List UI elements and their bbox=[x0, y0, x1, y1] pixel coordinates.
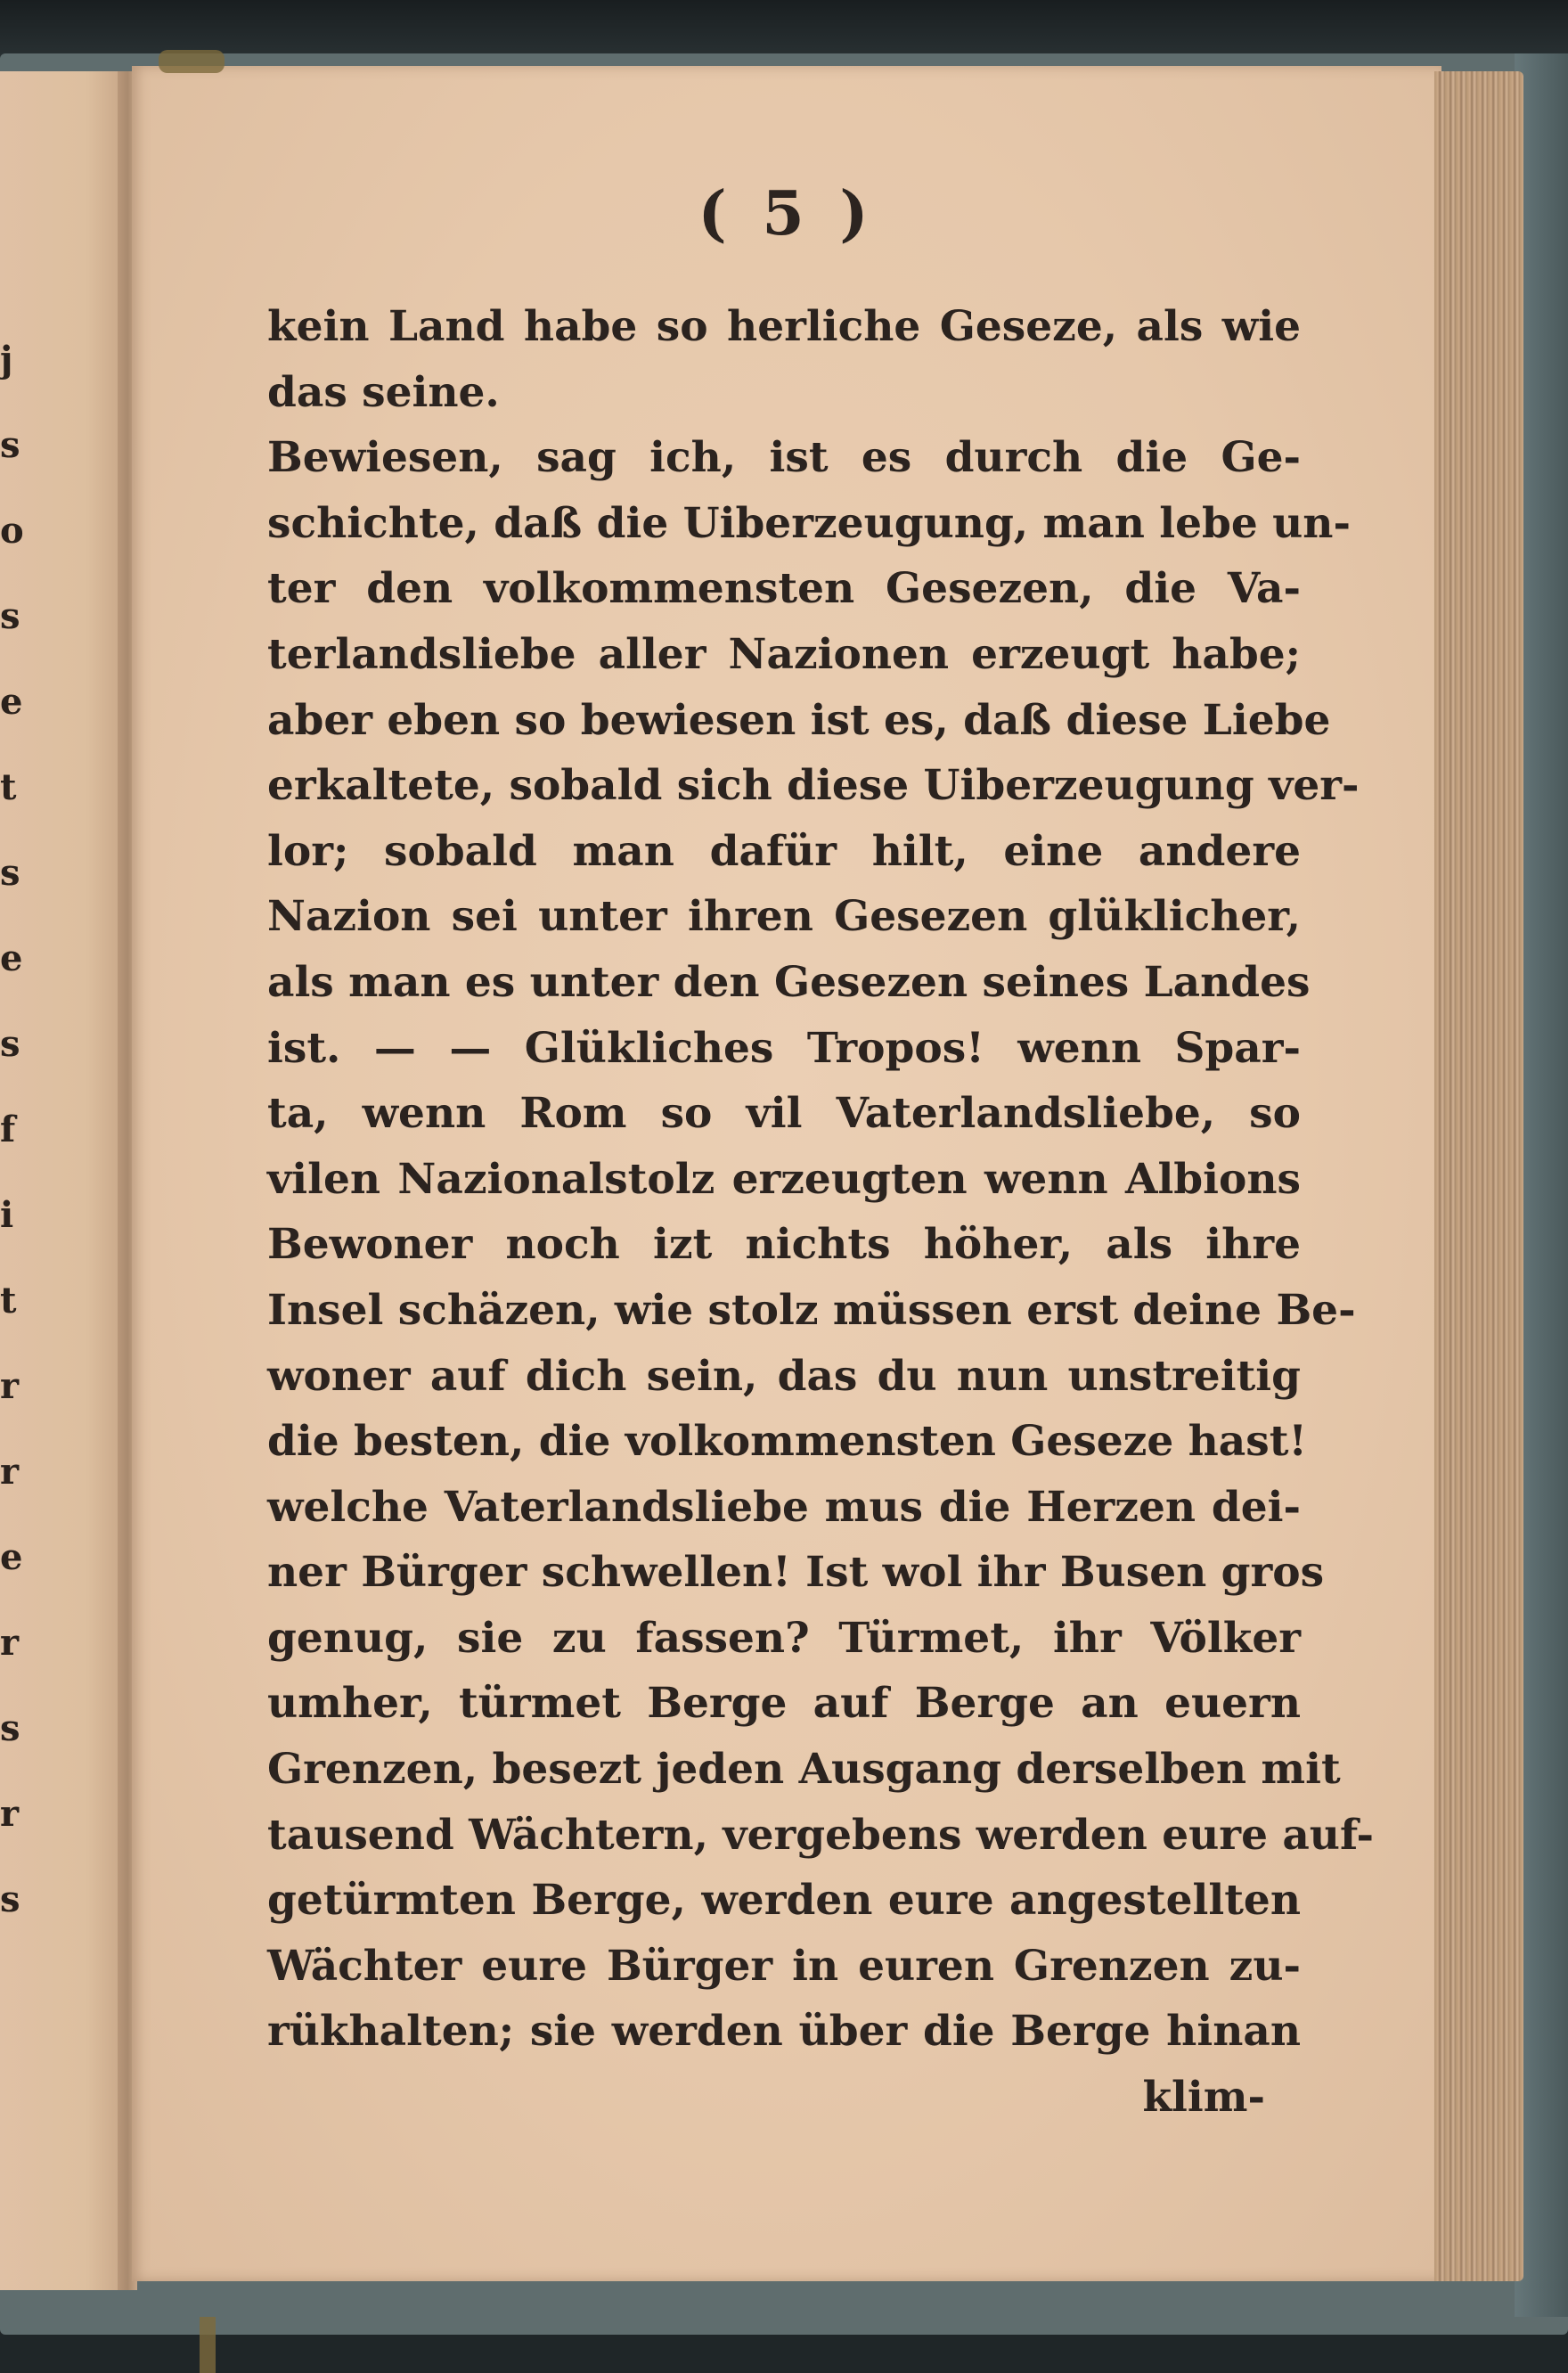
text-line: die besten, die volkommensten Geseze hast! bbox=[267, 1417, 1308, 1467]
text-line: terlandsliebe aller Nazionen erzeugt habe; bbox=[267, 629, 1301, 679]
left-page-fragment: s bbox=[0, 1023, 20, 1065]
page-text bbox=[267, 294, 1375, 2131]
left-page-fragment: s bbox=[0, 424, 20, 466]
text-line: Bewoner noch izt nichts höher, als ihre bbox=[267, 1220, 1301, 1270]
text-line: Wächter eure Bürger in euren Grenzen zu- bbox=[267, 1941, 1301, 1991]
left-page-fragment: e bbox=[0, 681, 23, 723]
text-line: woner auf dich sein, das du nun unstreitig bbox=[267, 1351, 1301, 1401]
text-line: schichte, daß die Uiberzeugung, man lebe un- bbox=[267, 498, 1351, 548]
bookmark-thread-bottom bbox=[200, 2317, 216, 2373]
text-line: welche Vaterlandsliebe mus die Herzen dei- bbox=[267, 1482, 1301, 1532]
text-line: getürmten Berge, werden eure angestellten bbox=[267, 1876, 1301, 1926]
text-line: Insel schäzen, wie stolz müssen erst deine Be- bbox=[267, 1285, 1356, 1335]
text-line: rükhalten; sie werden über die Berge hinan bbox=[267, 2007, 1301, 2057]
text-line: ter den volkommensten Gesezen, die Va- bbox=[267, 564, 1301, 614]
left-page-fragment: t bbox=[0, 1280, 17, 1322]
left-page-fragment: s bbox=[0, 595, 20, 637]
left-page-fragment: r bbox=[0, 1793, 20, 1835]
text-line: aber eben so bewiesen ist es, daß diese Liebe bbox=[267, 695, 1331, 745]
text-line: als man es unter den Gesezen seines Landes bbox=[267, 957, 1311, 1007]
left-page-fragment: r bbox=[0, 1622, 20, 1664]
left-page-fragment: t bbox=[0, 766, 17, 808]
text-line: kein Land habe so herliche Geseze, als wie bbox=[267, 302, 1301, 351]
left-page-fragment: i bbox=[0, 1194, 14, 1236]
text-line: Bewiesen, sag ich, ist es durch die Ge- bbox=[267, 433, 1301, 483]
left-page-fragment: j bbox=[0, 339, 13, 380]
bookmark-thread-top bbox=[159, 50, 225, 73]
text-line: vilen Nazionalstolz erzeugten wenn Albions bbox=[267, 1154, 1301, 1204]
text-line: genug, sie zu fassen? Türmet, ihr Völker bbox=[267, 1613, 1301, 1663]
left-page-fragment: r bbox=[0, 1451, 20, 1493]
page-edges bbox=[1434, 71, 1523, 2281]
text-line: erkaltete, sobald sich diese Uiberzeugung ver- bbox=[267, 761, 1360, 811]
text-line: umher, türmet Berge auf Berge an euern bbox=[267, 1679, 1301, 1729]
text-line: ist. — — Glükliches Tropos! wenn Spar- bbox=[267, 1023, 1301, 1073]
left-page-fragment: o bbox=[0, 510, 24, 552]
left-page-fragment: e bbox=[0, 1536, 23, 1578]
left-page-fragment: f bbox=[0, 1109, 16, 1150]
text-line: tausend Wächtern, vergebens werden eure auf- bbox=[267, 1810, 1375, 1860]
text-line: das seine. bbox=[267, 367, 500, 417]
text-line: ta, wenn Rom so vil Vaterlandsliebe, so bbox=[267, 1089, 1301, 1139]
text-line: lor; sobald man dafür hilt, eine andere bbox=[267, 826, 1301, 876]
text-line: Grenzen, besezt jeden Ausgang derselben mit bbox=[267, 1745, 1341, 1795]
catchword: klim- bbox=[1142, 2073, 1265, 2123]
left-page-fragment: s bbox=[0, 852, 20, 894]
page-number: ( 5 ) bbox=[698, 178, 876, 250]
left-page-fragment: s bbox=[0, 1707, 20, 1749]
left-facing-page bbox=[0, 71, 123, 2290]
text-line: ner Bürger schwellen! Ist wol ihr Busen gros bbox=[267, 1548, 1325, 1598]
left-page-fragment: r bbox=[0, 1365, 20, 1407]
text-line: Nazion sei unter ihren Gesezen glüklicher, bbox=[267, 892, 1301, 942]
left-page-fragment: e bbox=[0, 937, 23, 979]
left-page-fragment: s bbox=[0, 1878, 20, 1920]
